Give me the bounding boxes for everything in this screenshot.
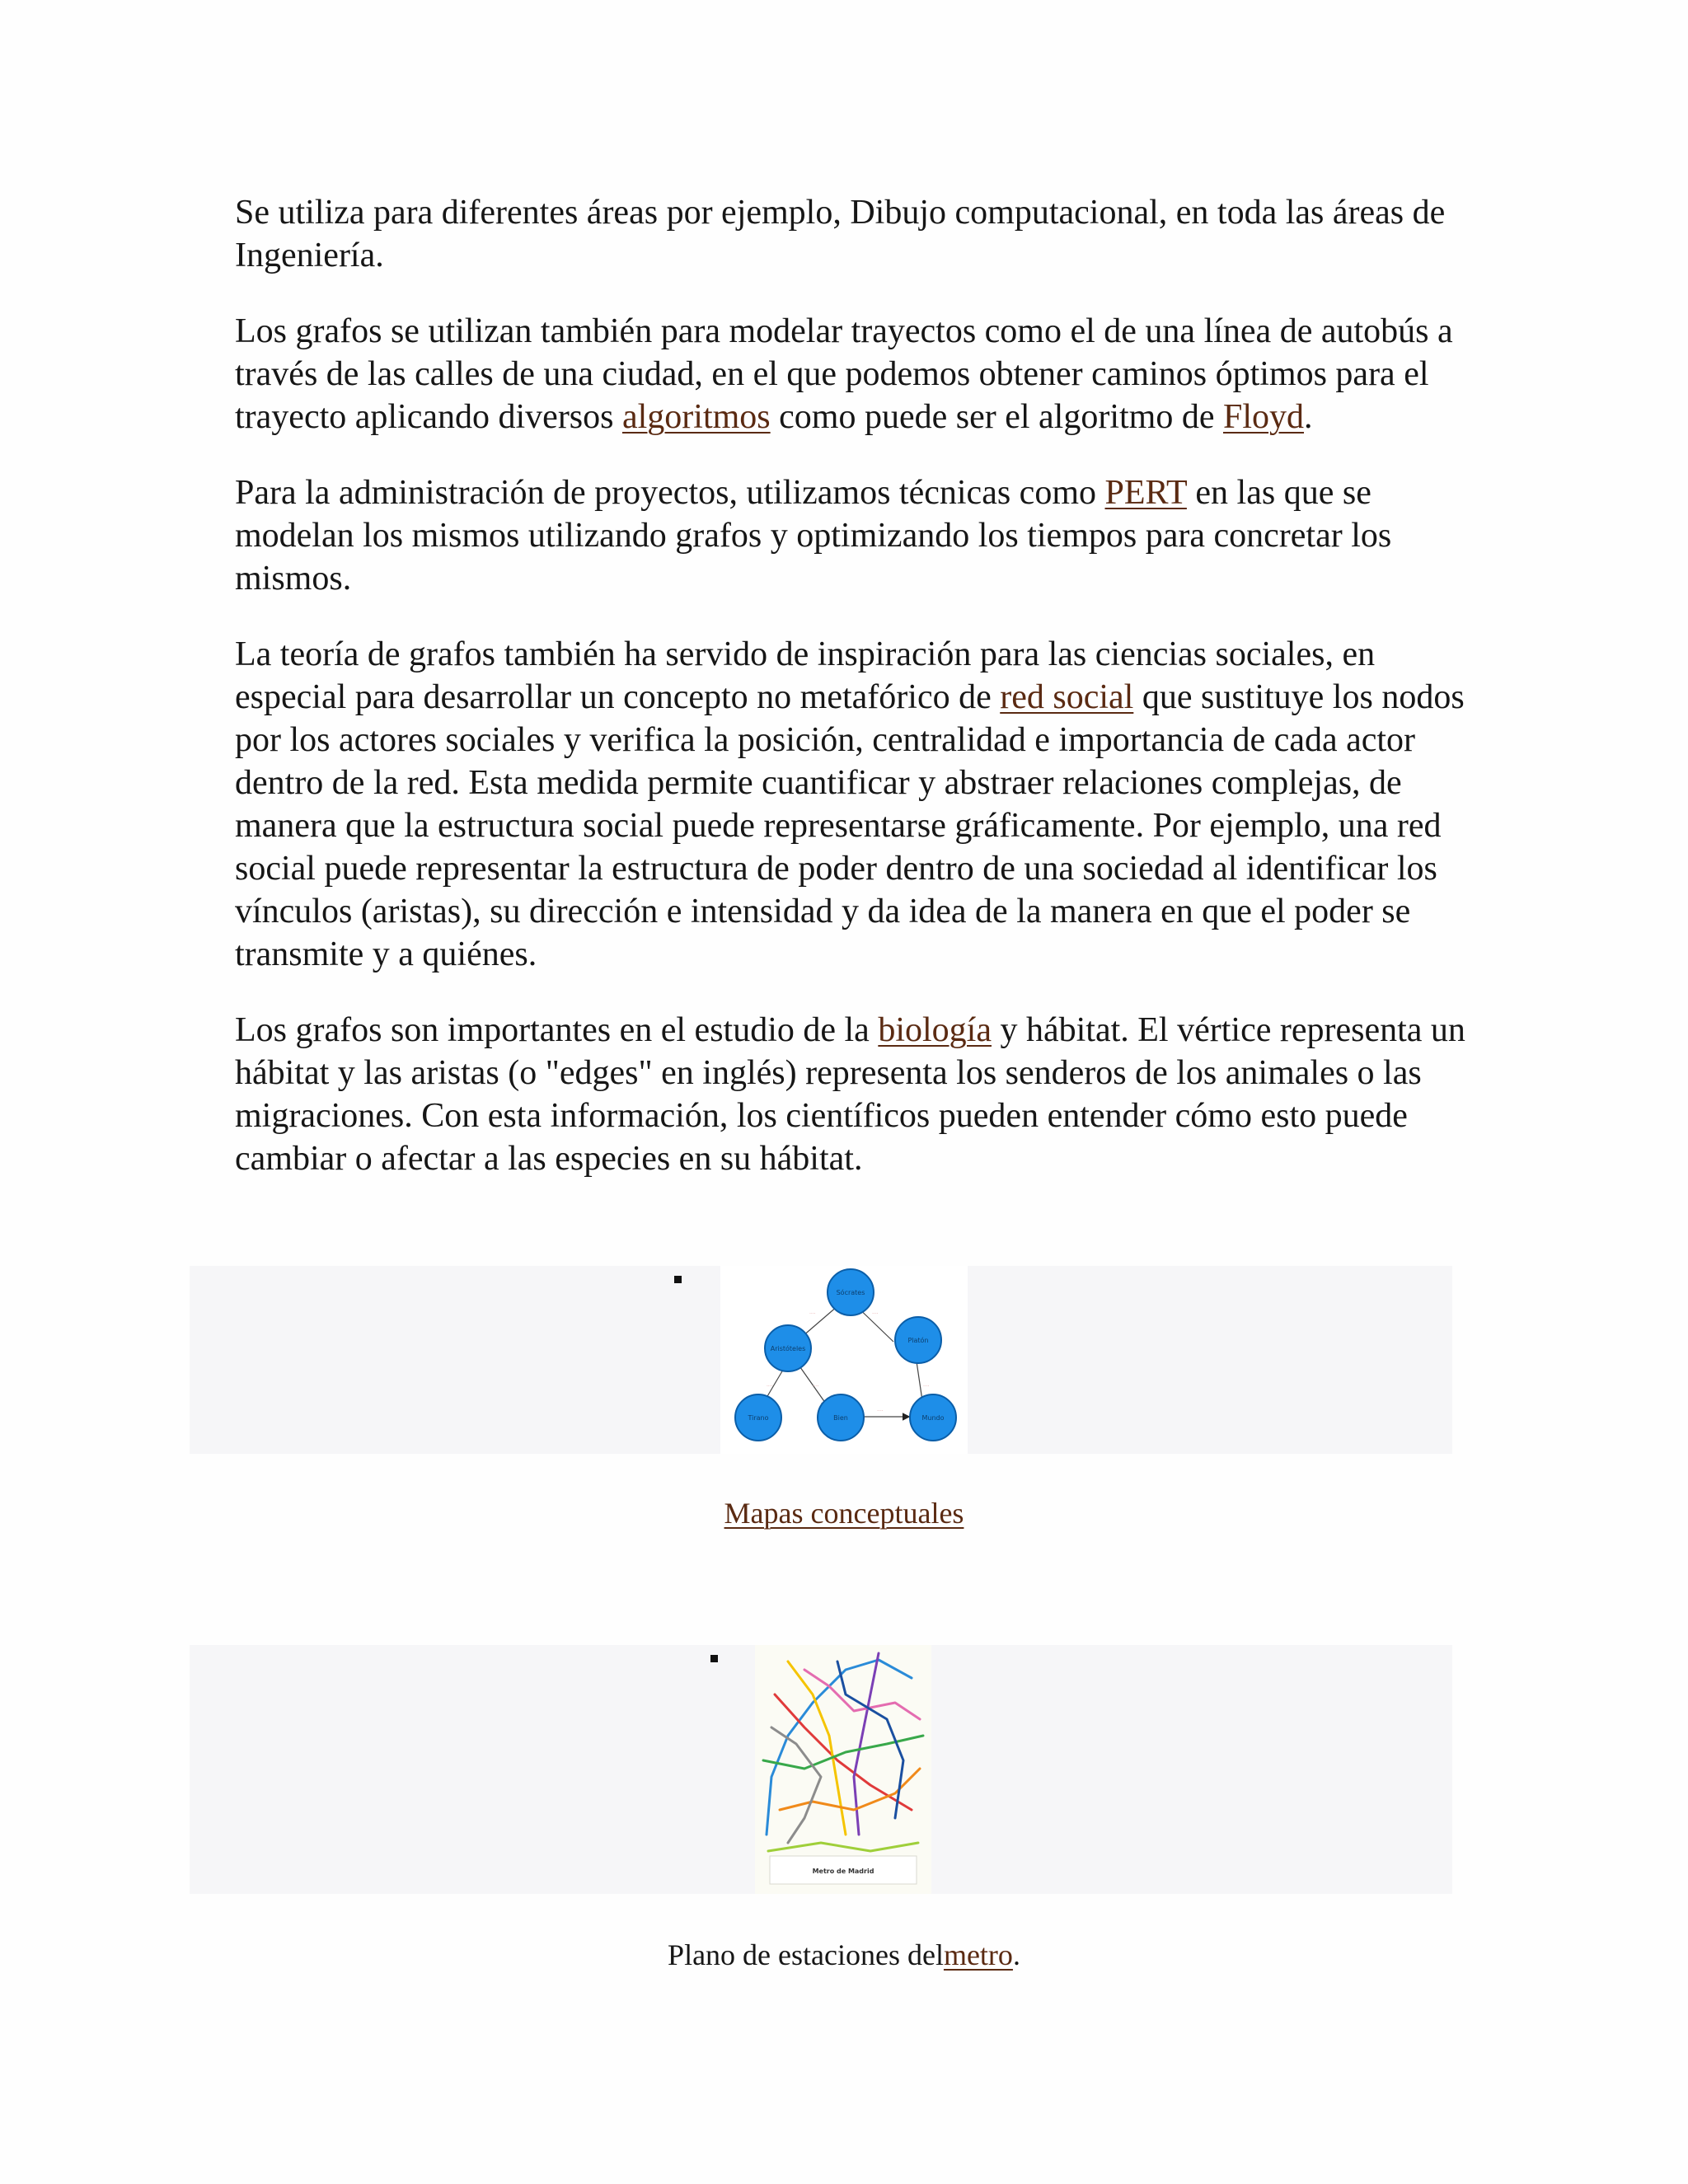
- paragraph-text: que sustituye los nodos por los actores sociales y verifica la posición, centralidad e importancia de cada actor dentro de la red. Esta medida permite cuantificar y abstraer relaciones complejas, de manera que la estructura social puede representarse gráficamente. Por ejemplo, una red social puede representar la estructura de poder dentro de una sociedad al identificar los vínculos (aristas), su dirección e intensidad y da idea de la manera en que el poder se transmite y a quiénes.: [235, 678, 1465, 973]
- paragraph-text: como puede ser el algoritmo de: [770, 398, 1223, 436]
- link-biologia[interactable]: biología: [878, 1011, 992, 1049]
- svg-text:····: ····: [877, 1408, 884, 1414]
- paragraph-text: .: [1304, 398, 1313, 436]
- caption-text: Plano de estaciones del: [668, 1938, 944, 1971]
- graph-node-label: Platón: [907, 1337, 929, 1344]
- svg-text:····: ····: [809, 1311, 816, 1317]
- paragraph-text: Para la administración de proyectos, utilizamos técnicas como: [235, 474, 1105, 512]
- bullet-icon: [710, 1655, 718, 1662]
- link-red-social[interactable]: red social: [1000, 678, 1134, 716]
- paragraph-text: Se utiliza para diferentes áreas por ejemplo, Dibujo computacional, en toda las áreas de Ingeniería.: [235, 194, 1446, 274]
- bullet-icon: [674, 1276, 682, 1283]
- caption-concept-map: [0, 1495, 1688, 1531]
- concept-map-graph: [720, 1266, 968, 1454]
- caption-text: .: [1012, 1938, 1020, 1971]
- link-mapas-conceptuales[interactable]: Mapas conceptuales: [724, 1497, 964, 1530]
- paragraph-trayectos: [235, 310, 1471, 438]
- svg-text:····: ····: [767, 1384, 773, 1390]
- paragraph-text: Los grafos se utilizan también para modelar trayectos como el de una línea de autobús a través de las calles de una ciudad, en el que podemos obtener caminos óptimos para el trayecto aplicando diversos: [235, 312, 1453, 436]
- link-floyd[interactable]: Floyd: [1222, 398, 1305, 436]
- metro-map-title: Metro de Madrid: [812, 1868, 874, 1875]
- paragraph-text: Los grafos son importantes en el estudio de la: [235, 1011, 879, 1049]
- graph-node-label: Bien: [833, 1414, 848, 1422]
- body-text: [235, 191, 1471, 1213]
- link-pert[interactable]: PERT: [1104, 474, 1187, 512]
- paragraph-text: La teoría de grafos también ha servido de inspiración para las ciencias sociales, en especial para desarrollar un concepto no metafórico de: [235, 635, 1376, 716]
- paragraph-text: en las que se modelan los mismos utilizando grafos y optimizando los tiempos para concretar los mismos.: [235, 474, 1392, 598]
- paragraph-biologia: [235, 1009, 1471, 1180]
- graph-node-label: Sócrates: [836, 1289, 865, 1296]
- link-metro[interactable]: metro: [943, 1938, 1013, 1971]
- svg-text:····: ····: [872, 1311, 879, 1317]
- caption-metro-map: [0, 1937, 1688, 1973]
- paragraph-proyectos: [235, 471, 1471, 600]
- graph-node-label: Aristóteles: [770, 1345, 806, 1352]
- metro-map-graphic: [755, 1645, 931, 1894]
- link-algoritmos[interactable]: algoritmos: [622, 398, 771, 436]
- paragraph-red-social: [235, 633, 1471, 976]
- graph-node-label: Tirano: [748, 1414, 769, 1422]
- concept-map-image: [720, 1266, 968, 1454]
- paragraph-areas: [235, 191, 1471, 277]
- paragraph-text: y hábitat. El vértice representa un hábitat y las aristas (o "edges" en inglés) representa los senderos de los animales o las migraciones. Con esta información, los científicos pueden entender cómo esto puede cambiar o afectar a las especies en su hábitat.: [235, 1011, 1465, 1178]
- svg-text:····: ····: [923, 1384, 930, 1390]
- graph-node-label: Mundo: [921, 1414, 945, 1422]
- svg-text:····: ····: [813, 1384, 819, 1390]
- metro-map-image: [755, 1645, 931, 1894]
